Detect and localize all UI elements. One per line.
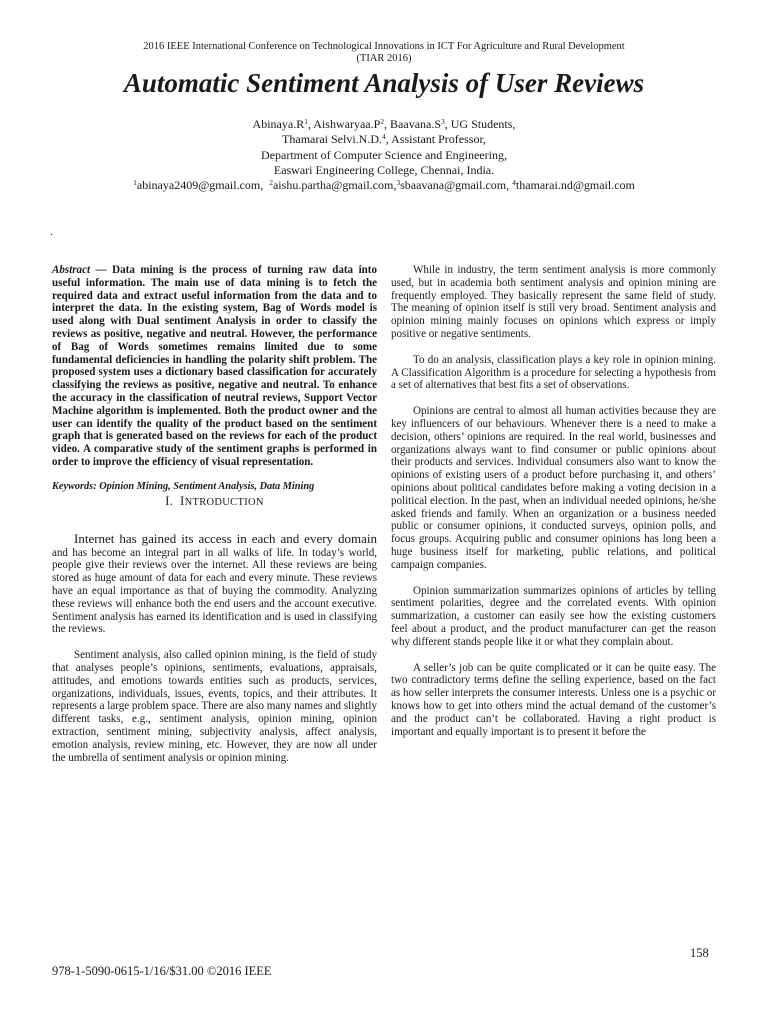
right-paragraph-5: A seller’s job can be quite complicated or it can be quite easy. The two contradictory terms define the selling experience, based on the fact as how seller interprets the consumer interests. Unless one is a psychic or knows how to get into others mind the actual demand of the customer’s and the product can’t be collaborated. Having a right product is important and equally important is to present it before the <box>391 661 716 738</box>
conference-line-1: 2016 IEEE International Conference on Technological Innovations in ICT For Agriculture and Rural Development <box>143 41 625 52</box>
copyright-footer: 978-1-5090-0615-1/16/$31.00 ©2016 IEEE <box>52 964 272 978</box>
author-3: Baavana.S <box>390 117 442 131</box>
student-authors-line: $Abinaya.R^1$, $Aishwaryaa.P^2$, $Baavana.S^3$, UG Students, <box>252 117 516 131</box>
abstract-label: Abstract <box>52 264 91 276</box>
right-paragraph-4: Opinion summarization summarizes opinions of articles by telling sentiment polarities, degree and the correlated events. With opinion summarization, a customer can easily see how the existing customers feel about a product, and the product manufacturer can get the reason why different stands people like it or what they complain about. <box>391 584 716 648</box>
left-column <box>52 264 377 764</box>
students-role: UG Students, <box>450 117 516 131</box>
stray-period: . <box>50 224 53 238</box>
right-column <box>391 264 716 738</box>
affil-sup-1: 1 <box>304 117 308 126</box>
page-number: 158 <box>690 946 709 960</box>
author-2: Aishwaryaa.P <box>313 117 381 131</box>
author-1: Abinaya.R <box>252 117 305 131</box>
right-paragraph-3: Opinions are central to almost all human activities because they are key influencers of our behaviours. Whenever there is a need to make a decision, others’ opinions are required. In the real world, businesses and organizations always want to find consumer or public opinions about their products and services. Individual consumers also want to know the opinions of existing users of a product before purchasing it, and others’ opinions about political candidates before making a voting decision in a political election. In the past, when an individual needed opinions, he/she asked friends and family. When an organization or a business needed public or consumer opinions, it conducted surveys, opinion polls, and focus groups. Acquiring public and consumer opinions has long been a huge business itself for marketing, public relations, and political campaign companies. <box>391 405 716 571</box>
right-paragraph-2: To do an analysis, classification plays a key role in opinion mining. A Classification Algorithm is a procedure for selecting a hypothesis from a set of alternatives that best fits a set of observations. <box>391 353 716 392</box>
email-line: $^1$abinaya2409@gmail.com, $^2$aishu.partha@gmail.com,$^3$sbaavana@gmail.com, $^4$thamarai.nd@gmail.com <box>133 178 635 193</box>
email-4: thamarai.nd@gmail.com <box>515 178 635 193</box>
department: Department of Computer Science and Engineering, <box>261 147 507 162</box>
intro-paragraph-1: Internet has gained its access in each and every domain and has become an integral part in all walks of life. In today’s world, people give their reviews over the internet. All these reviews are being stored as huge amount of data for each and every minute. These reviews have an equal importance as that of buying the commodity. Analyzing these reviews will enhance both the end users and the account executive. Sentiment analysis has earned its identification and is used in classifying the reviews. <box>52 530 377 636</box>
keywords: Keywords: Opinion Mining, Sentiment Analysis, Data Mining <box>52 480 315 492</box>
abstract: Abstract — Data mining is the process of turning raw data into useful information. The main use of data mining is to fetch the required data and extract useful information from the data and to interpret the data. In the existing system, Bag of Words model is used along with Dual sentiment Analysis in order to classify the reviews as positive, negative and neutral. However, the performance of Bag of Words sometimes remains limited due to some fundamental deficiencies in handling the polarity shift problem. The proposed system uses a dictionary based classification for accurately classifying the reviews as positive, negative and neutral. To enhance the accuracy in the classification of neutral reviews, Support Vector Machine algorithm is implemented. Both the product owner and the user can identify the quality of the product based on the sentiment graph that is generated based on the reviews for each of the product video. A comparative study of the sentiment graphs is performed in order to improve the efficiency of visual representation. <box>52 264 377 468</box>
college: Easwari Engineering College, Chennai, India. <box>273 162 495 177</box>
abstract-text: Data mining is the process of turning raw data into useful information. The main use of data mining is to fetch the required data and extract useful information from the data and to interpret the data. In the existing system, Bag of Words model is used along with Dual sentiment Analysis in order to classify the reviews as positive, negative and neutral. However, the performance of Bag of Words sometimes remains limited due to some fundamental deficiencies in handling the polarity shift problem. The proposed system uses a dictionary based classification for accurately classifying the reviews as positive, negative and neutral. To enhance the accuracy in the classification of neutral reviews, Support Vector Machine algorithm is implemented. Both the product owner and the user can identify the quality of the product based on the sentiment graph that is generated based on the reviews for each of the product video. A comparative study of the sentiment graphs is performed in order to improve the efficiency of visual representation. <box>52 264 377 468</box>
intro-paragraph-2: Sentiment analysis, also called opinion mining, is the field of study that analyses people’s opinions, sentiments, evaluations, appraisals, attitudes, and emotions towards entities such as products, services, organizations, individuals, issues, events, topics, and their attributes. It represents a large problem space. There are also many names and slightly different tasks, e.g., sentiment analysis, opinion mining, opinion extraction, sentiment mining, subjectivity analysis, affect analysis, emotion analysis, review mining, etc. However, they are now all under the umbrella of sentiment analysis or opinion mining. <box>52 649 377 764</box>
paper-title: Automatic Sentiment Analysis of User Reviews <box>123 68 645 98</box>
affil-sup-2: 2 <box>380 117 385 126</box>
conference-line-2: (TIAR 2016) <box>356 53 412 64</box>
affil-sup-4: 4 <box>382 132 386 142</box>
author-block <box>80 117 688 193</box>
email-1: abinaya2409@gmail.com, <box>136 178 264 193</box>
affil-sup-3: 3 <box>441 117 445 126</box>
right-paragraph-1: While in industry, the term sentiment analysis is more commonly used, but in academia both sentiment analysis and opinion mining are frequently employed. They basically represent the same field of study. The meaning of opinion itself is still very broad. Sentiment analysis and opinion mining mainly focuses on opinions which express or imply positive or negative sentiments. <box>391 264 716 340</box>
professor-line: Thamarai Selvi.N.D.$^4$, Assistant Professor, <box>282 132 486 147</box>
conference-header <box>70 41 698 65</box>
email-2: aishu.partha@gmail.com, <box>272 178 397 193</box>
author-4: Thamarai Selvi.N.D. <box>282 132 383 147</box>
section-heading-introduction: I. INTRODUCTION <box>165 492 264 508</box>
professor-role: Assistant Professor, <box>391 132 486 147</box>
email-3: sbaavana@gmail.com, <box>400 178 510 193</box>
